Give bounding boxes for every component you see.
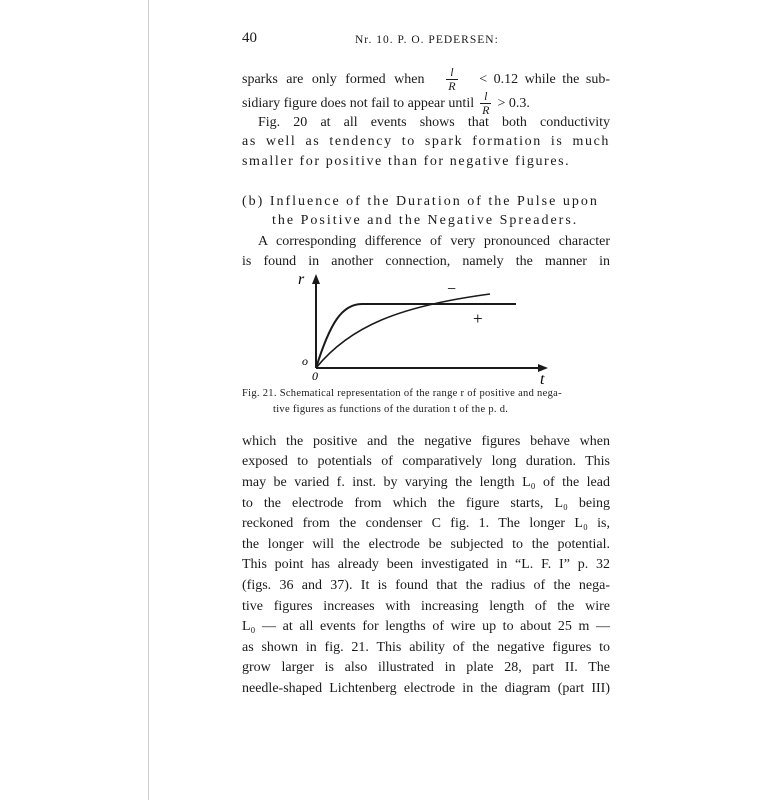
para2-line-2: as well as tendency to spark formation is much: [242, 134, 610, 149]
para4-line-2: exposed to potentials of comparatively long duration. This: [242, 454, 610, 469]
negative-figure-curve: [316, 294, 490, 368]
para3-line-1: A corresponding difference of very pronounced character: [258, 234, 610, 249]
para4-line-4: to the electrode from which the figure starts, L₀ being: [242, 496, 610, 511]
para4-line-13: needle-shaped Lichtenberg electrode in the diagram (part III): [242, 681, 610, 696]
para4-line-8: (figs. 36 and 37). It is found that the radius of the nega-: [242, 578, 610, 593]
para1-line-2-text-b: > 0.3.: [497, 95, 530, 111]
fraction-numerator: l: [446, 66, 457, 80]
fraction-denominator: R: [482, 103, 490, 117]
para4-line-12: grow larger is also illustrated in plate 28, part II. The: [242, 660, 610, 675]
fraction-l-over-r: [446, 66, 457, 93]
figure-21-diagram: [290, 268, 570, 388]
para1-line-1-text-b: < 0.12 while the sub-: [479, 71, 610, 87]
positive-figure-curve: [316, 304, 516, 368]
para1-line-1-text-a: sparks are only formed when: [242, 71, 425, 87]
para3-line-2: is found in another connection, namely the manner in: [242, 254, 610, 269]
para4-line-5: reckoned from the condenser C fig. 1. The longer L₀ is,: [242, 516, 610, 531]
section-heading-line-2: the Positive and the Negative Spreaders.: [272, 213, 579, 228]
x-axis-label: t: [540, 371, 545, 388]
section-heading-line-1: (b) Influence of the Duration of the Pulse upon: [242, 194, 599, 209]
y-origin-label: o: [302, 354, 308, 368]
para2-line-3: smaller for positive than for negative figures.: [242, 154, 571, 169]
para4-line-7: This point has already been investigated in “L. F. I” p. 32: [242, 557, 610, 572]
x-origin-label: 0: [312, 369, 318, 383]
y-axis-arrowhead: [312, 274, 320, 284]
fraction-l-over-r-2: [480, 90, 491, 117]
para2-line-1: Fig. 20 at all events shows that both conductivity: [258, 115, 610, 130]
minus-sign-label: −: [447, 281, 457, 298]
page-number: 40: [242, 30, 257, 46]
para1-line-2: [242, 90, 610, 117]
fraction-denominator: R: [448, 79, 456, 93]
para4-line-1: which the positive and the negative figures behave when: [242, 434, 610, 449]
figure-caption-line-2: tive figures as functions of the duration t of the p. d.: [273, 404, 509, 415]
figure-caption-line-1: Fig. 21. Schematical representation of the range r of positive and nega-: [242, 388, 562, 399]
para4-line-6: the longer will the electrode be subjected to the potential.: [242, 537, 610, 552]
para1-line-2-text-a: sidiary figure does not fail to appear until: [242, 95, 475, 111]
para4-line-10: L₀ — at all events for lengths of wire up to about 25 m —: [242, 619, 610, 634]
y-axis-label: r: [298, 271, 305, 288]
running-head: Nr. 10. P. O. PEDERSEN:: [355, 34, 499, 46]
page-gutter-line: [148, 0, 149, 800]
para4-line-3: may be varied f. inst. by varying the length L₀ of the lead: [242, 475, 610, 490]
para4-line-11: as shown in fig. 21. This ability of the negative figures to: [242, 640, 610, 655]
plus-sign-label: +: [473, 309, 483, 328]
fraction-numerator: l: [480, 90, 491, 104]
para1-line-1: [242, 66, 610, 93]
para4-line-9: tive figures increases with increasing length of the wire: [242, 599, 610, 614]
